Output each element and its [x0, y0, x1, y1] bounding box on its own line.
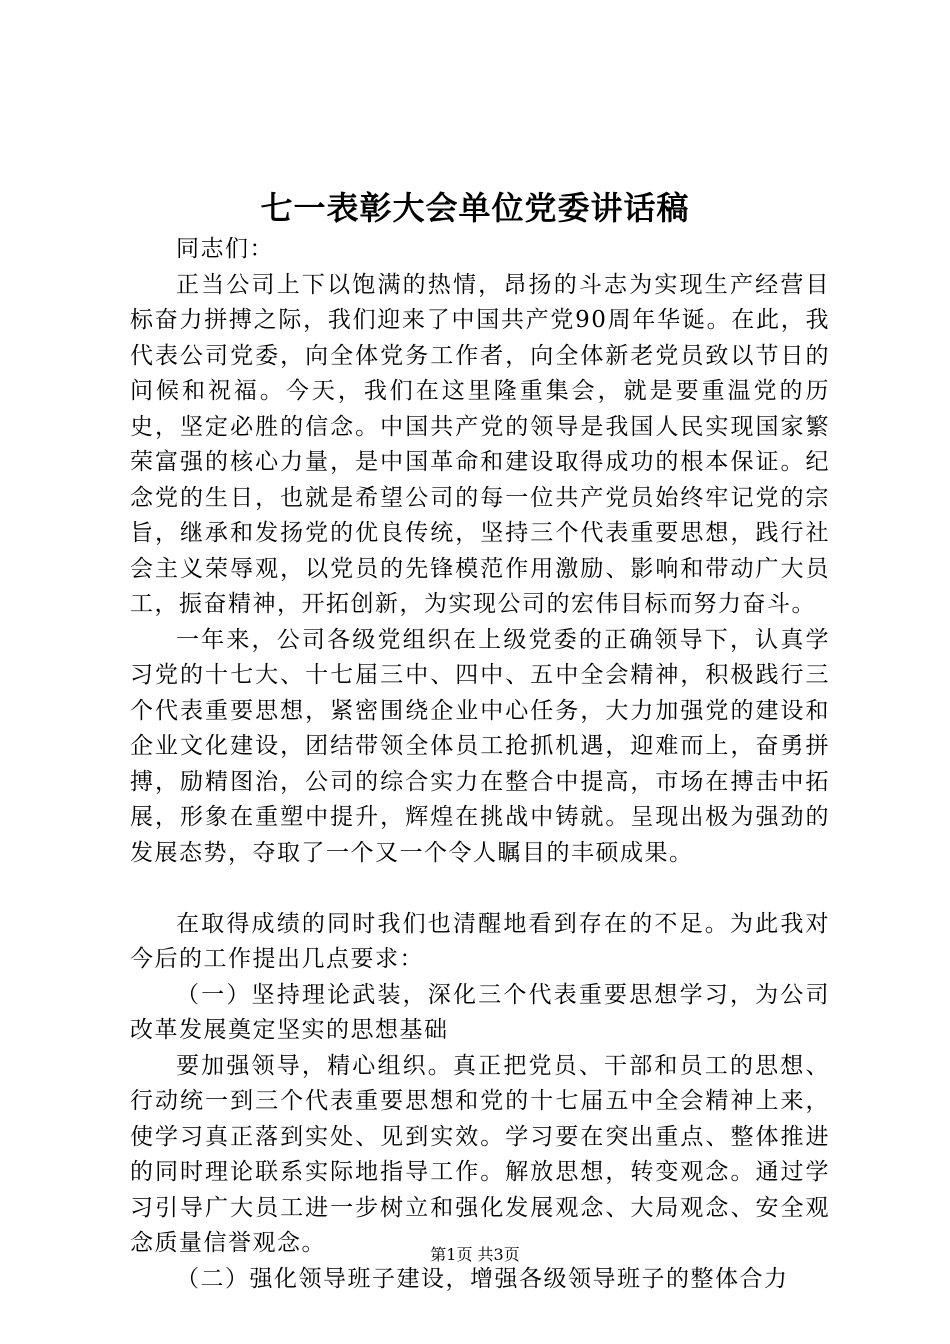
- paragraph-intro: 正当公司上下以饱满的热情，昂扬的斗志为实现生产经营目标奋力拼搏之际，我们迎来了中国共产党90周年华诞。在此，我代表公司党委，向全体党务工作者，向全体新老党员致以节日的问候和祝福。今天，我们在这里隆重集会，就是要重温党的历史，坚定必胜的信念。中国共产党的领导是我国人民实现国家繁荣富强的核心力量，是中国革命和建设取得成功的根本保证。纪念党的生日，也就是希望公司的每一位共产党员始终牢记党的宗旨，继承和发扬党的优良传统，坚持三个代表重要思想，践行社会主义荣辱观，以党员的先锋模范作用激励、影响和带动广大员工，振奋精神，开拓创新，为实现公司的宏伟目标而努力奋斗。: [130, 271, 830, 617]
- document-body: [130, 232, 830, 1297]
- paragraph-achievements: 一年来，公司各级党组织在上级党委的正确领导下，认真学习党的十七大、十七届三中、四中、五中全会精神，积极践行三个代表重要思想，紧密围绕企业中心任务，大力加强党的建设和企业文化建设，团结带领全体员工抢抓机遇，迎难而上，奋勇拼搏，励精图治，公司的综合实力在整合中提高，市场在搏击中拓展，形象在重塑中提升，辉煌在挑战中铸就。呈现出极为强劲的发展态势，夺取了一个又一个令人瞩目的丰硕成果。: [130, 626, 830, 866]
- paragraph-requirements: 在取得成绩的同时我们也清醒地看到存在的不足。为此我对今后的工作提出几点要求：: [130, 910, 830, 972]
- section-heading-1: （一）坚持理论武装，深化三个代表重要思想学习，为公司改革发展奠定坚实的思想基础: [130, 981, 830, 1043]
- salutation: 同志们：: [176, 236, 274, 262]
- document-title: 七一表彰大会单位党委讲话稿: [260, 189, 690, 227]
- paragraph-section-1: 要加强领导，精心组织。真正把党员、干部和员工的思想、行动统一到三个代表重要思想和党的十七届五中全会精神上来，使学习真正落到实处、见到实效。学习要在突出重点、整体推进的同时理论联系实际地指导工作。解放思想，转变观念。通过学习引导广大员工进一步树立和强化发展观念、大局观念、安全观念质量信誉观念。: [130, 1052, 830, 1256]
- page-indicator: 第1页 共3页: [430, 1245, 520, 1264]
- section-heading-2: （二）强化领导班子建设，增强各级领导班子的整体合力: [176, 1265, 789, 1292]
